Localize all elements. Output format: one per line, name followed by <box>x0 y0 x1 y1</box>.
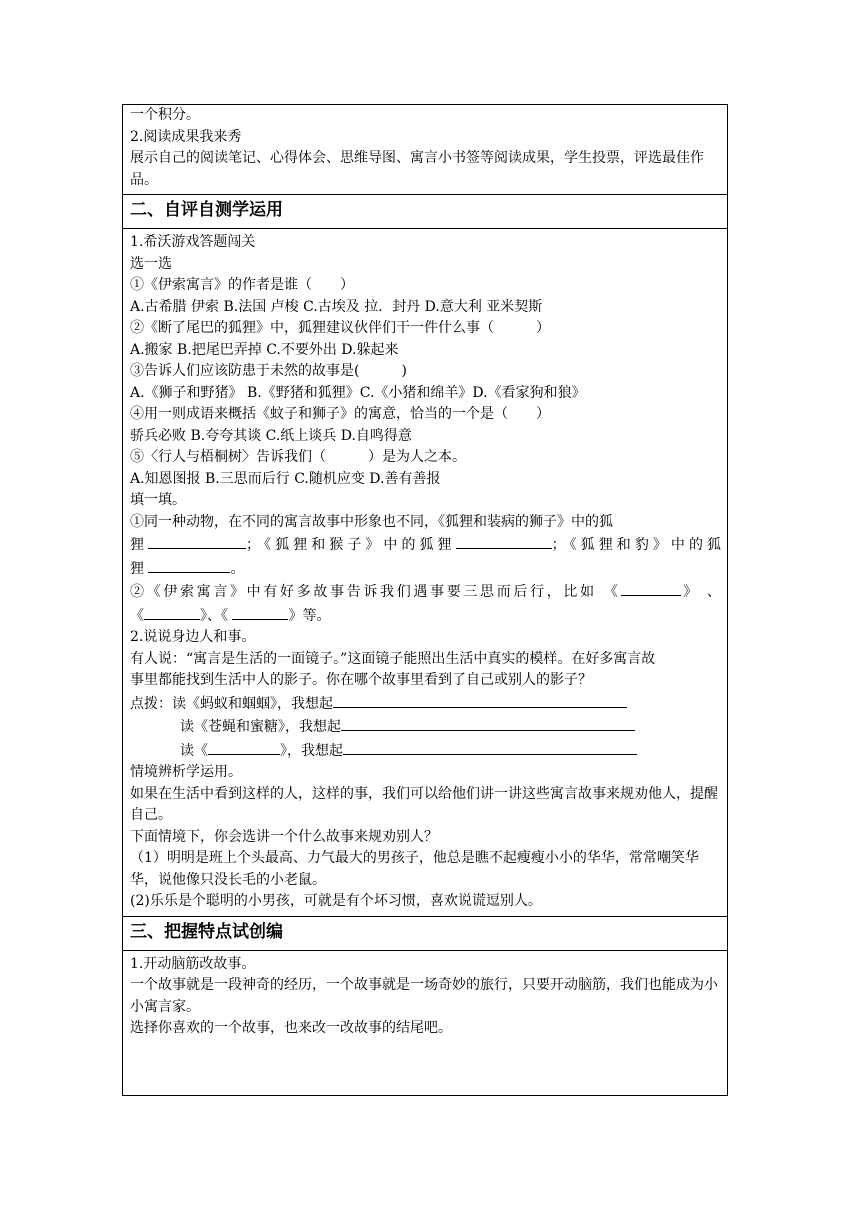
section-heading: 三、把握特点试创编 <box>130 921 283 942</box>
text: 》，我想起 <box>280 742 343 759</box>
table-divider <box>123 950 727 951</box>
fill-line: ①同一种动物，在不同的寓言故事中形象也不同，《狐狸和装病的狮子》中的狐 <box>130 513 613 530</box>
text: 读《苍蝇和蜜糖》，我想起 <box>180 719 341 735</box>
text-line: (2)乐乐是个聪明的小男孩，可就是有个坏习惯，喜欢说谎逗别人。 <box>130 893 542 909</box>
text: 。 <box>230 560 245 577</box>
question-options: 骄兵必败 B.夸夸其谈 C.纸上谈兵 D.自鸣得意 <box>130 427 412 444</box>
text: 点拨：读《蚂蚁和蝈蝈》，我想起 <box>130 695 333 712</box>
answer-blank[interactable] <box>343 739 637 755</box>
answer-blank[interactable] <box>333 692 627 708</box>
answer-blank[interactable] <box>148 557 230 573</box>
answer-blank[interactable] <box>144 604 200 620</box>
text: 》等。 <box>288 607 331 624</box>
text-line: 事里都能找到生活中人的影子。你在哪个故事里看到了自己或别人的影子？ <box>130 672 592 688</box>
paragraph: （1）明明是班上个头最高、力气最大的男孩子，他总是瞧不起瘦瘦小小的华华，常常嘲笑华华，说他像只没长毛的小老鼠。 <box>130 850 699 888</box>
prompt-line <box>130 739 721 763</box>
text: 读《 <box>180 742 208 759</box>
prompt-line <box>130 692 721 716</box>
question-options: A.搬家 B.把尾巴弄掉 C.不要外出 D.躲起来 <box>130 341 399 358</box>
subsection-title: 情境辨析学运用。 <box>130 764 242 780</box>
fill-line <box>130 557 721 581</box>
subsection-title: 1.希沃游戏答题闯关 <box>130 234 256 250</box>
answer-blank[interactable] <box>208 739 280 755</box>
subsection-title: 1.开动脑筋改故事。 <box>130 955 256 972</box>
question: ⑤〈行人与梧桐树〉告诉我们（ ）是为人之本。 <box>130 449 466 465</box>
fill-line <box>130 604 721 628</box>
lesson-table <box>122 104 728 1096</box>
text: 狸 <box>130 537 149 553</box>
answer-blank[interactable] <box>341 715 635 731</box>
text: 《 <box>130 607 144 624</box>
fill-line <box>130 533 721 557</box>
text: ②《伊索寓言》中有好多故事告诉我们遇事要三思而后行，比如 《 <box>130 584 621 600</box>
section-heading: 二、自评自测学运用 <box>130 200 283 220</box>
question-options: A.古希腊 伊索 B.法国 卢梭 C.古埃及 拉．封丹 D.意大利 亚米契斯 <box>130 298 543 315</box>
question: ④用一则成语来概括《蚊子和狮子》的寓意，恰当的一个是（ ） <box>130 406 550 422</box>
table-divider <box>123 228 727 229</box>
paragraph: 展示自己的阅读笔记、心得体会、思维导图、寓言小书签等阅读成果，学生投票，评选最佳作品。 <box>130 150 704 188</box>
paragraph: 一个故事就是一段神奇的经历，一个故事就是一场奇妙的旅行，只要开动脑筋，我们也能成为小小寓言家。 <box>130 977 718 1015</box>
question: ②《断了尾巴的狐狸》中，狐狸建议伙伴们干一件什么事（ ） <box>130 320 550 336</box>
text: ；《狐狸和猴子》中的狐狸 <box>246 537 456 553</box>
answer-blank[interactable] <box>232 604 288 620</box>
prompt-line <box>130 715 721 739</box>
fill-line <box>130 580 721 604</box>
text-line: 填一填。 <box>130 492 186 508</box>
answer-blank[interactable] <box>456 533 552 549</box>
text-line: 一个积分。 <box>130 107 200 123</box>
answer-blank[interactable] <box>621 580 681 596</box>
paragraph: 有人说：“寓言是生活的一面镜子。”这面镜子能照出生活中真实的模样。在好多寓言故 <box>130 650 656 667</box>
answer-blank[interactable] <box>148 533 246 549</box>
text: 》、《 <box>200 607 233 624</box>
text: 》 、 <box>680 584 721 600</box>
paragraph: 如果在生活中看到这样的人，这样的事，我们可以给他们讲一讲这些寓言故事来规劝他人，提醒自己。 <box>130 785 718 823</box>
text-line: 选择你喜欢的一个故事，也来改一改故事的结尾吧。 <box>130 1020 452 1036</box>
question: ①《伊索寓言》的作者是谁（ ） <box>130 277 354 293</box>
question: ③告诉人们应该防患于未然的故事是( ) <box>130 363 407 379</box>
question-options: A.知恩图报 B.三思而后行 C.随机应变 D.善有善报 <box>130 470 441 487</box>
text: 狸 <box>130 560 144 577</box>
lesson-content <box>123 105 727 1040</box>
subsection-title: 2.说说身边人和事。 <box>130 629 256 645</box>
text-line: 下面情境下，你会选讲一个什么故事来规劝别人？ <box>130 828 438 845</box>
text: ；《狐狸和豹》中的狐 <box>551 537 721 553</box>
subsection-title: 2.阅读成果我来秀 <box>130 128 242 145</box>
question-options: A.《狮子和野猪》 B.《野猪和狐狸》C.《小猪和绵羊》D.《看家狗和狼》 <box>130 384 586 401</box>
text-line: 选一选 <box>130 255 172 272</box>
